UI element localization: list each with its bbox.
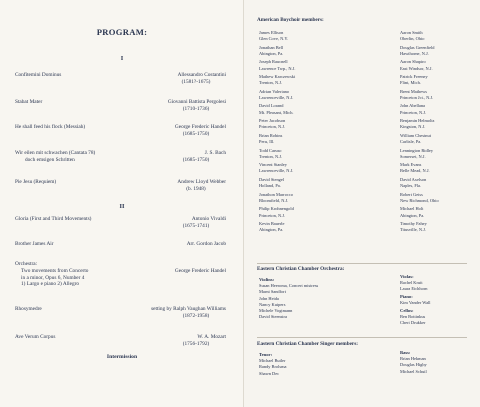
composer: George Frederic Handel (174, 268, 226, 274)
piano-list: Kim Vander Wall (400, 300, 431, 305)
tenor-list: Michael Butler Randy Brolsma Shawn Dec (259, 358, 287, 376)
composer: J. S. Bach (1685-1750) (182, 150, 226, 163)
boychoir-heading: American Boychoir members: (257, 17, 324, 23)
section-one-heading: I (120, 55, 124, 62)
composer: W. A. Mozart (1756-1792) (182, 334, 226, 347)
divider (257, 263, 467, 264)
violas-label: Violas: (400, 274, 414, 279)
composer: Allessandro Costantini (1581?-1675) (177, 72, 226, 85)
piece-title: Orchestra: Two movements from Concerto in a minor, Opus 6, Number 4 1) Largo e piano 2) Allegro (15, 261, 89, 288)
orchestra-heading: Eastern Christian Chamber Orchestra: (257, 266, 345, 272)
composer: George Frederic Handel (1685-1750) (174, 124, 226, 137)
piece-title: Ave Verum Corpus (15, 334, 56, 340)
violins-label: Violins: (259, 277, 275, 282)
cellos-list: Ben Bottinkus Cheri Drukker (400, 314, 426, 326)
violas-list: Rachel Kruit Laura Eichhorn (400, 280, 428, 292)
members-page (244, 0, 480, 407)
composer: Antonio Vivaldi (1675-1741) (182, 216, 226, 229)
piece-title: Rhosymedre (15, 306, 42, 312)
piece-title: Confitemini Dominus (15, 72, 62, 78)
bass-label: Bass: (400, 350, 411, 355)
program-title: PROGRAM: (96, 27, 148, 37)
composer: setting by Ralph Vaughan Williams (1872-1958) (151, 306, 226, 319)
piece-title: Stabat Mater (15, 99, 43, 105)
intermission-label: Intermission (106, 354, 138, 360)
piece-title: Pie Jesu (Requiem) (15, 179, 57, 185)
composer: Giovanni Battista Pergolesi (1710-1736) (167, 99, 226, 112)
bass-list: Brian Hekman Douglas Higby Michael Schuil (400, 356, 427, 374)
piece-title: Wir eilen mit schwachen (Cantata 78) doch emsigen Schritten (15, 150, 96, 163)
violins-list: Susan Heeroma, Concert mistress Marni Sandfort John Heida Nancy Kuipers Michele Vogtmann David Steenstra (259, 283, 319, 320)
piece-title: He shall feed his flock (Messiah) (15, 124, 86, 130)
divider (257, 337, 467, 338)
singers-heading: Eastern Christian Chamber Singer members: (257, 341, 358, 347)
composer: Andrew Lloyd Webber (b. 1948) (177, 179, 226, 192)
section-two-heading: II (119, 203, 125, 210)
piece-title: Gloria (First and Third Movements) (15, 216, 92, 222)
piece-title: Brother James Air (15, 241, 54, 247)
tenor-label: Tenor: (259, 352, 273, 357)
composer: Arr. Gordon Jacob (186, 241, 226, 247)
cellos-label: Cellos: (400, 308, 414, 313)
member-list-left: James Ellison Glen Cove, N.Y. Jonathan Bell Abington, Pa. Joseph Raucnell Lawrence Twp., N.J. Mathew Karczewski Trenton, N.J. Adrian Valeriano Lawrenceville, N.J. David Lorand Mt. Pleasant, Mich. Peter Jacobson Princeton, N.J. Brian Robins Peru, Ill. Todd Caruso Trenton, N.J. Vincent Stanley Lawrenceville, N.J. David Stengel Holland, Pa. Jonathon Marrocco Bloomfield, N.J. Philip Krohnengold Princeton, N.J. Kevin Bauerle Abington, Pa. (259, 30, 296, 233)
piano-label: Piano: (400, 294, 413, 299)
member-list-right: Aaron Smith Oberlin, Ohio Douglas Greenfield Hawthorne, N.J. Aaron Shapiro East Windsor, N.J. Patrick Freeney Flint, Mich. Brent Mathews Princeton Jct., N.J. John Abellana Princeton, N.J. Benjamin Helmoltz Kingston, N.J. William Chestnut Carlisle, Pa. Lennington Ridley Somerset, N.J. Mark Evans Belle Mead, N.J. David Axelson Naples, Fla. Robert Geiss New Richmond, Ohio Michael Holt Abington, Pa. Timothy Fahey Titusville, N.J. (400, 30, 439, 233)
